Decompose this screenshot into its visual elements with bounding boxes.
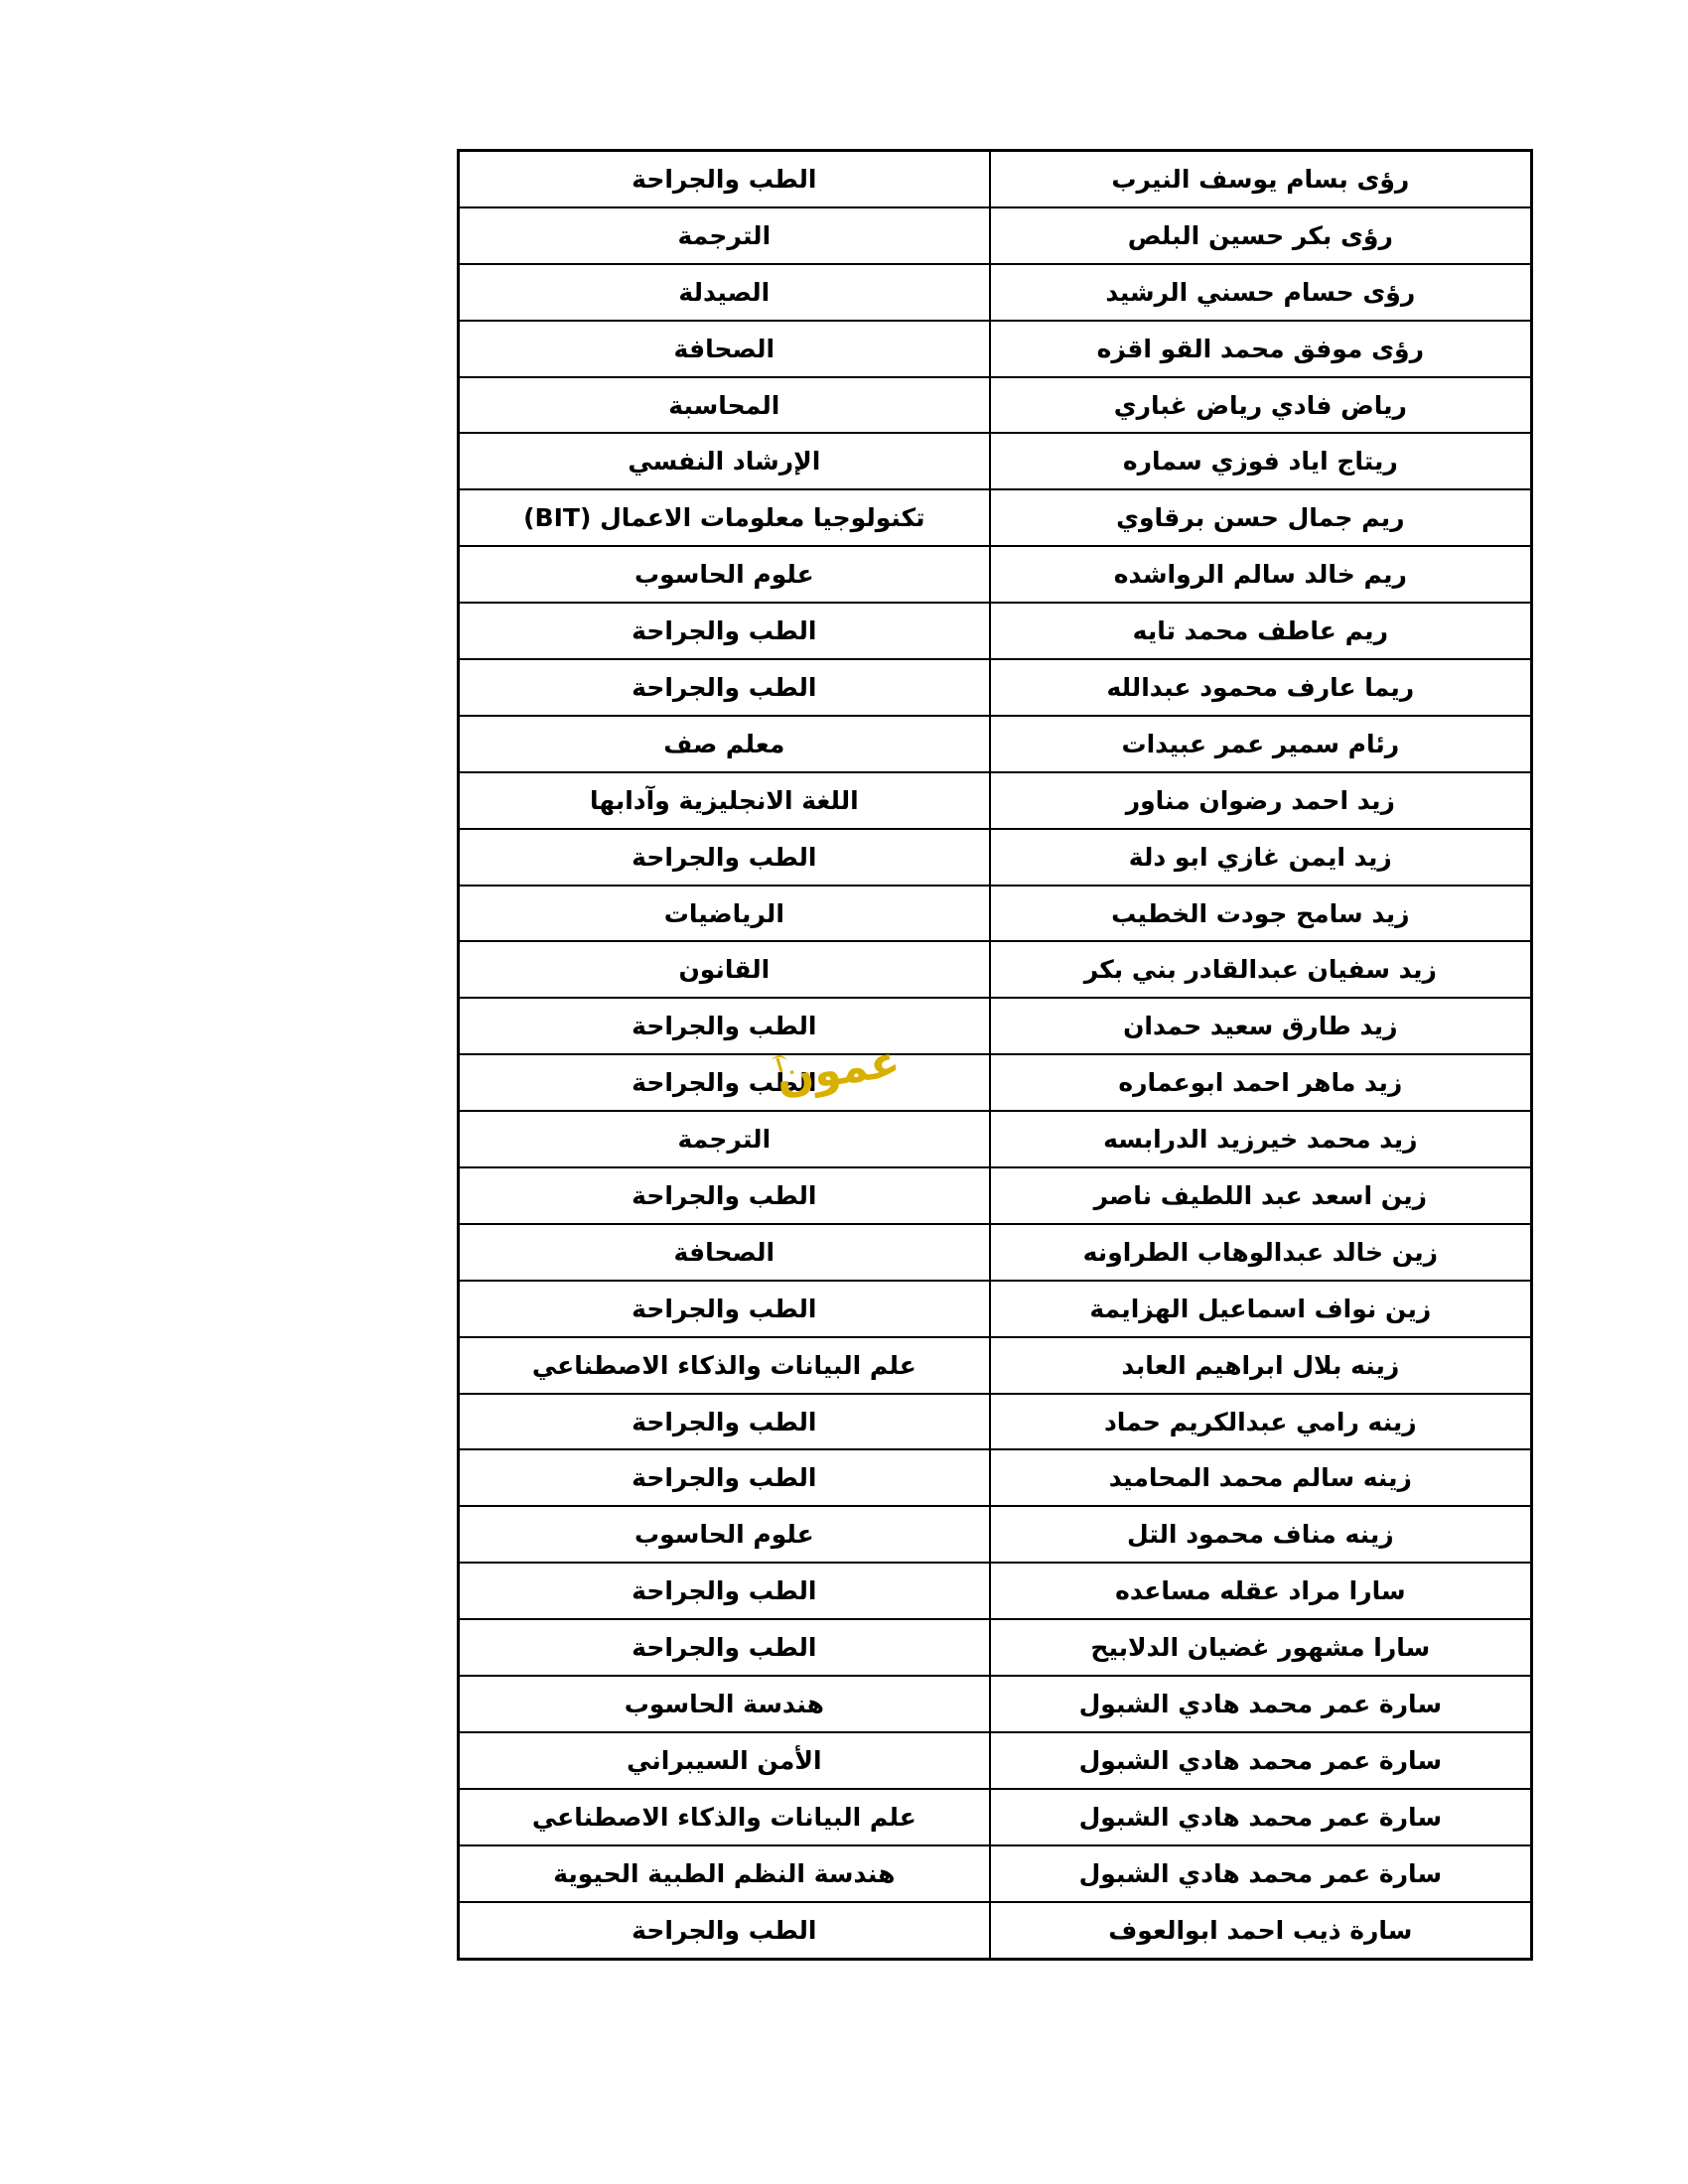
major-cell: هندسة النظم الطبية الحيوية [459, 1845, 990, 1902]
major-cell: الطب والجراحة [459, 1394, 990, 1450]
student-name-cell: زينه مناف محمود التل [990, 1506, 1532, 1563]
major-cell: الطب والجراحة [459, 659, 990, 716]
watermark-text: عمون [773, 1035, 904, 1104]
table-row [459, 1676, 1532, 1732]
major-cell: الأمن السيبراني [459, 1732, 990, 1789]
major-cell: علم البيانات والذكاء الاصطناعي [459, 1337, 990, 1394]
table-row [459, 1789, 1532, 1845]
major-cell: الطب والجراحة [459, 1449, 990, 1506]
table-row [459, 1054, 1532, 1111]
ammon-logo-icon [740, 1032, 938, 1112]
student-name-cell: سارة عمر محمد هادي الشبول [990, 1845, 1532, 1902]
major-cell: الطب والجراحة [459, 1167, 990, 1224]
student-name-cell: سارة عمر محمد هادي الشبول [990, 1789, 1532, 1845]
major-cell: الترجمة [459, 207, 990, 264]
table-row [459, 941, 1532, 998]
student-name-cell: سارا مراد عقله مساعده [990, 1563, 1532, 1619]
table-row [459, 264, 1532, 321]
student-name-cell: ريتاج اياد فوزي سماره [990, 433, 1532, 489]
major-cell: الترجمة [459, 1111, 990, 1167]
table-row [459, 1563, 1532, 1619]
table-row [459, 433, 1532, 489]
table-row [459, 207, 1532, 264]
student-name-cell: زين اسعد عبد اللطيف ناصر [990, 1167, 1532, 1224]
student-name-cell: زيد محمد خيرزيد الدرابسه [990, 1111, 1532, 1167]
table-row [459, 886, 1532, 942]
major-cell: علوم الحاسوب [459, 1506, 990, 1563]
results-table [457, 149, 1533, 1961]
major-cell: الصحافة [459, 1224, 990, 1281]
table-row [459, 716, 1532, 772]
student-name-cell: ريم جمال حسن برقاوي [990, 489, 1532, 546]
student-name-cell: رئام سمير عمر عبيدات [990, 716, 1532, 772]
major-cell: القانون [459, 941, 990, 998]
table-row [459, 377, 1532, 434]
table-row [459, 998, 1532, 1054]
major-cell: الطب والجراحة [459, 1902, 990, 1959]
table-row [459, 1337, 1532, 1394]
student-name-cell: زيد طارق سعيد حمدان [990, 998, 1532, 1054]
major-cell: الصحافة [459, 321, 990, 377]
results-table-container [457, 149, 1533, 1961]
student-name-cell: سارة عمر محمد هادي الشبول [990, 1732, 1532, 1789]
student-name-cell: سارا مشهور غضيان الدلابيح [990, 1619, 1532, 1676]
major-cell: الطب والجراحة [459, 151, 990, 207]
student-name-cell: رؤى بكر حسين البلص [990, 207, 1532, 264]
major-cell: الطب والجراحة [459, 1281, 990, 1337]
major-cell: هندسة الحاسوب [459, 1676, 990, 1732]
student-name-cell: سارة عمر محمد هادي الشبول [990, 1676, 1532, 1732]
student-name-cell: زينه سالم محمد المحاميد [990, 1449, 1532, 1506]
student-name-cell: رؤى موفق محمد القو اقزه [990, 321, 1532, 377]
table-row [459, 1224, 1532, 1281]
results-table-body [459, 151, 1532, 1960]
table-row [459, 1845, 1532, 1902]
table-row [459, 659, 1532, 716]
student-name-cell: زيد احمد رضوان مناور [990, 772, 1532, 829]
major-cell: علوم الحاسوب [459, 546, 990, 603]
major-cell: علم البيانات والذكاء الاصطناعي [459, 1789, 990, 1845]
table-row [459, 1449, 1532, 1506]
student-name-cell: رياض فادي رياض غباري [990, 377, 1532, 434]
student-name-cell: زينه رامي عبدالكريم حماد [990, 1394, 1532, 1450]
student-name-cell: زينه بلال ابراهيم العابد [990, 1337, 1532, 1394]
student-name-cell: زين نواف اسماعيل الهزايمة [990, 1281, 1532, 1337]
student-name-cell: رؤى حسام حسني الرشيد [990, 264, 1532, 321]
table-row [459, 1111, 1532, 1167]
major-cell: الطب والجراحة [459, 1054, 990, 1111]
major-cell: تكنولوجيا معلومات الاعمال (BIT) [459, 489, 990, 546]
table-row [459, 1619, 1532, 1676]
major-cell: الطب والجراحة [459, 829, 990, 886]
major-cell: معلم صف [459, 716, 990, 772]
table-row [459, 1394, 1532, 1450]
table-row [459, 321, 1532, 377]
major-cell: الطب والجراحة [459, 1619, 990, 1676]
table-row [459, 603, 1532, 659]
student-name-cell: زين خالد عبدالوهاب الطراونه [990, 1224, 1532, 1281]
major-cell: المحاسبة [459, 377, 990, 434]
table-row [459, 489, 1532, 546]
student-name-cell: سارة ذيب احمد ابوالعوف [990, 1902, 1532, 1959]
table-row [459, 1902, 1532, 1959]
table-row [459, 1732, 1532, 1789]
student-name-cell: رؤى بسام يوسف النيرب [990, 151, 1532, 207]
student-name-cell: ريم عاطف محمد تايه [990, 603, 1532, 659]
table-row [459, 546, 1532, 603]
student-name-cell: ريما عارف محمود عبدالله [990, 659, 1532, 716]
student-name-cell: زيد سامح جودت الخطيب [990, 886, 1532, 942]
student-name-cell: زيد ايمن غازي ابو دلة [990, 829, 1532, 886]
major-cell: اللغة الانجليزية وآدابها [459, 772, 990, 829]
major-cell: الطب والجراحة [459, 603, 990, 659]
table-row [459, 829, 1532, 886]
student-name-cell: زيد سفيان عبدالقادر بني بكر [990, 941, 1532, 998]
table-row [459, 151, 1532, 207]
major-cell: الصيدلة [459, 264, 990, 321]
student-name-cell: ريم خالد سالم الرواشده [990, 546, 1532, 603]
major-cell: الرياضيات [459, 886, 990, 942]
major-cell: الإرشاد النفسي [459, 433, 990, 489]
table-row [459, 1281, 1532, 1337]
table-row [459, 1506, 1532, 1563]
table-row [459, 1167, 1532, 1224]
table-row [459, 772, 1532, 829]
student-name-cell: زيد ماهر احمد ابوعماره [990, 1054, 1532, 1111]
major-cell: الطب والجراحة [459, 998, 990, 1054]
major-cell: الطب والجراحة [459, 1563, 990, 1619]
